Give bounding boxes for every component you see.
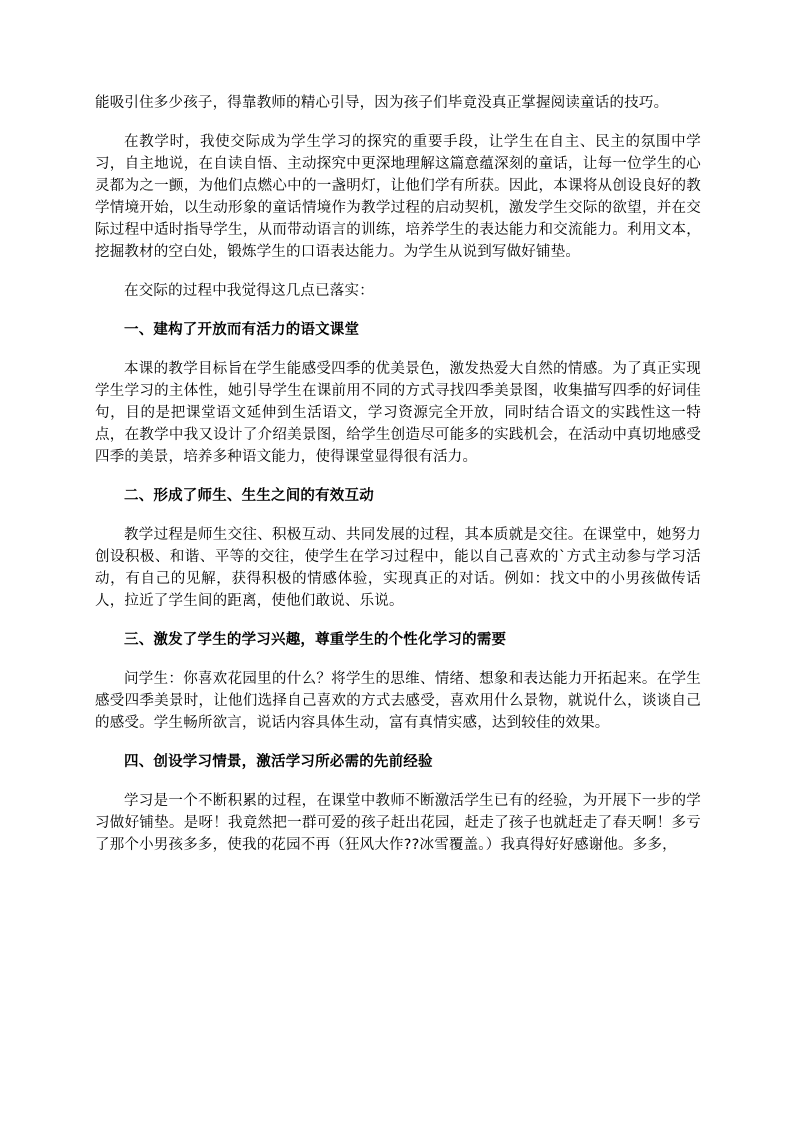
heading-1: 一、建构了开放而有活力的语文课堂 — [124, 322, 360, 338]
paragraph-1: 在教学时，我使交际成为学生学习的探究的重要手段，让学生在自主、民主的氛围中学习，自主地说，在自读自悟、主动探究中更深地理解这篇意蕴深刻的童话，让每一位学生的心灵都为之一颤，为他们点燃心中的一盏明灯，让他们学有所获。因此，本课将从创设良好的教学情境开始，以生动形象的童话情境作为教学过程的启动契机，激发学生交际的欲望，并在交际过程中适时指导学生，从而带动语言的训练，培养学生的表达能力和交流能力。利用文本，挖掘教材的空白处，锻炼学生的口语表达能力。为学生从说到写做好铺垫。 — [95, 134, 701, 260]
paragraph-2: 在交际的过程中我觉得这几点已落实： — [124, 283, 374, 299]
paragraph-4: 教学过程是师生交往、积极互动、共同发展的过程，其本质就是交往。在课堂中，她努力创设积极、和谐、平等的交往，使学生在学习过程中，能以自己喜欢的`方式主动参与学习活动，有自己的见解，获得积极的情感体验，实现真正的对话。例如：找文中的小男孩做传话人，拉近了学生间的距离，使他们敢说、乐说。 — [95, 527, 701, 609]
heading-3: 三、激发了学生的学习兴趣，尊重学生的个性化学习的需要 — [124, 632, 507, 648]
paragraph-6: 学习是一个不断积累的过程，在课堂中教师不断激活学生已有的经验，为开展下一步的学习做好铺垫。是呀！我竟然把一群可爱的孩子赶出花园，赶走了孩子也就赶走了春天啊！多亏了那个小男孩多多，使我的花园不再（狂风大作??冰雪覆盖。）我真得好好感谢他。多多， — [95, 793, 701, 853]
document-page — [95, 92, 701, 856]
paragraph-5: 问学生：你喜欢花园里的什么？将学生的思维、情绪、想象和表达能力开拓起来。在学生感受四季美景时，让他们选择自己喜欢的方式去感受，喜欢用什么景物，就说什么，谈谈自己的感受。学生畅所欲言，说话内容具体生动，富有真情实感，达到较佳的效果。 — [95, 671, 701, 731]
paragraph-3: 本课的教学目标旨在学生能感受四季的优美景色，激发热爱大自然的情感。为了真正实现学生学习的主体性，她引导学生在课前用不同的方式寻找四季美景图，收集描写四季的好词佳句，目的是把课堂语文延伸到生活语文，学习资源完全开放，同时结合语文的实践性这一特点，在教学中我又设计了介绍美景图，给学生创造尽可能多的实践机会，在活动中真切地感受四季的美景，培养多种语文能力，使得课堂显得很有活力。 — [95, 361, 701, 465]
heading-2: 二、形成了师生、生生之间的有效互动 — [124, 488, 374, 504]
paragraph-0: 能吸引住多少孩子，得靠教师的精心引导，因为孩子们毕竟没真正掌握阅读童话的技巧。 — [95, 95, 669, 111]
heading-4: 四、创设学习情景，激活学习所必需的先前经验 — [124, 754, 433, 770]
